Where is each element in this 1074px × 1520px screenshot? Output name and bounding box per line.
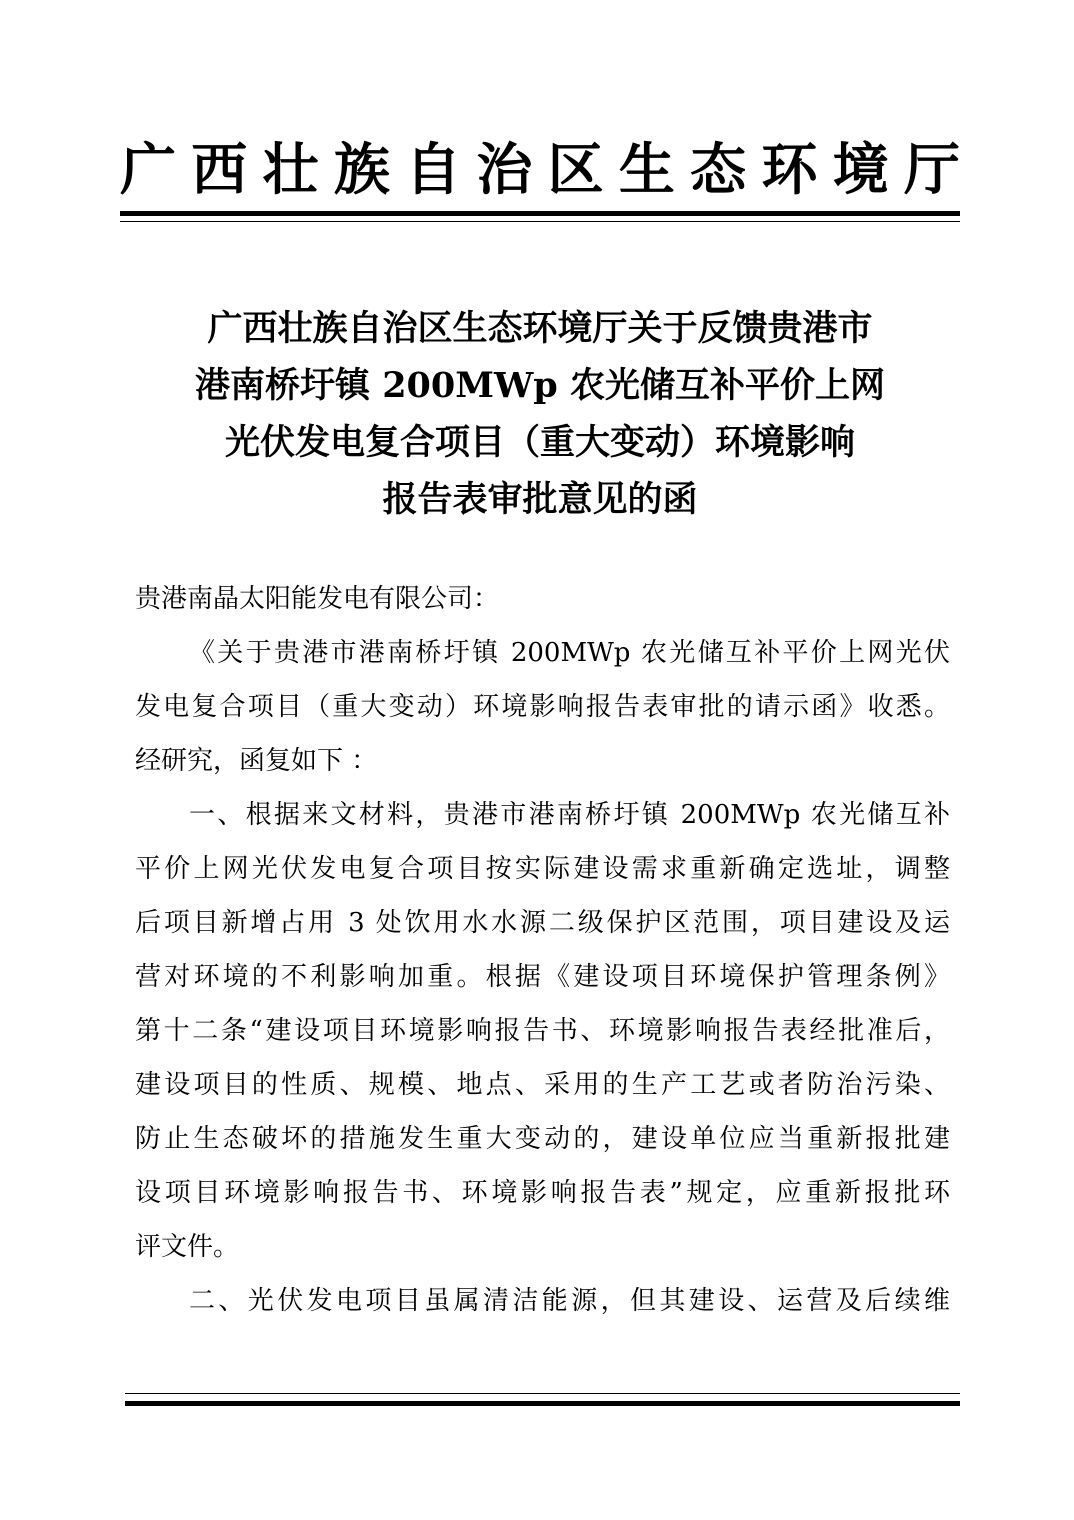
body-line: 一、根据来文材料，贵港市港南桥圩镇 200MWp 农光储互补 — [189, 800, 950, 830]
header-divider-thick — [120, 211, 960, 216]
document-title-line: 港南桥圩镇 200MWp 农光储互补平价上网 — [195, 365, 885, 406]
footer-divider-thick — [125, 1401, 960, 1406]
body-line: 防止生态破坏的措施发生重大变动的，建设单位应当重新报批建 — [135, 1124, 950, 1154]
letter-body — [135, 572, 950, 1328]
recipient-line: 贵港南晶太阳能发电有限公司： — [135, 584, 500, 614]
body-line: 《关于贵港市港南桥圩镇 200MWp 农光储互补平价上网光伏 — [189, 638, 950, 668]
body-line: 建设项目的性质、规模、地点、采用的生产工艺或者防治污染、 — [135, 1070, 950, 1100]
body-line: 第十二条“建设项目环境影响报告书、环境影响报告表经批准后， — [135, 1016, 950, 1046]
header-divider-thin — [120, 221, 960, 222]
document-title-line: 报告表审批意见的函 — [382, 479, 698, 520]
body-line: 经研究，函复如下 ： — [135, 746, 378, 776]
footer-divider-thin — [125, 1393, 960, 1394]
document-title-line: 广西壮族自治区生态环境厅关于反馈贵港市 — [207, 308, 873, 349]
body-line: 后项目新增占用 3 处饮用水水源二级保护区范围，项目建设及运 — [135, 908, 950, 938]
body-line: 营对环境的不利影响加重。根据《建设项目环境保护管理条例》 — [135, 962, 950, 992]
body-line: 平价上网光伏发电复合项目按实际建设需求重新确定选址，调整 — [135, 854, 950, 884]
document-title — [120, 300, 960, 528]
body-line: 设项目环境影响报告书、环境影响报告表”规定，应重新报批环 — [135, 1178, 950, 1208]
issuing-authority-header: 广西壮族自治区生态环境厅 — [120, 137, 960, 203]
body-line: 二、光伏发电项目虽属清洁能源，但其建设、运营及后续维 — [189, 1286, 950, 1316]
body-line: 评文件。 — [135, 1232, 240, 1262]
body-line: 发电复合项目（重大变动）环境影响报告表审批的请示函》收悉。 — [135, 692, 950, 722]
document-title-line: 光伏发电复合项目（重大变动）环境影响 — [224, 422, 855, 463]
